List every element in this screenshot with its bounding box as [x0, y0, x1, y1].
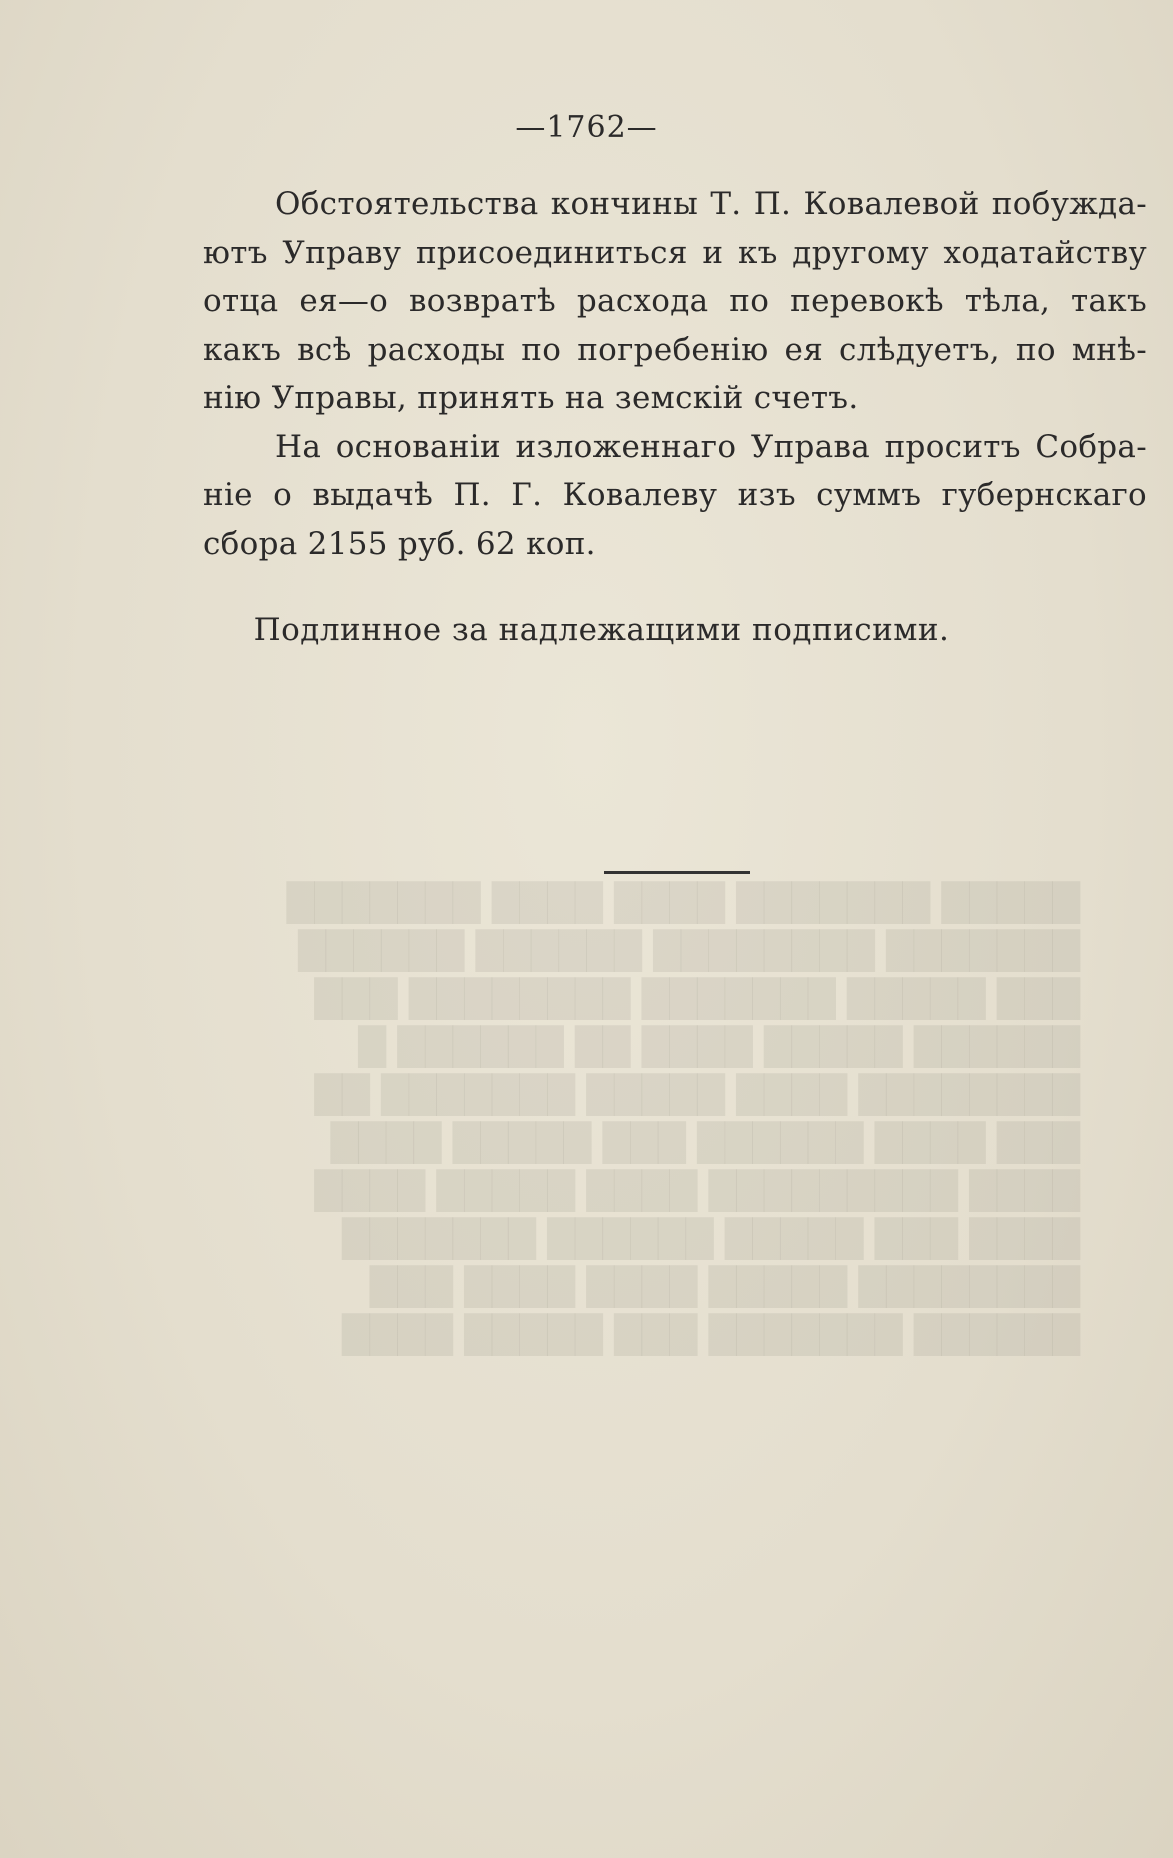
text-line: ніе о выдачѣ П. Г. Ковалеву изъ суммъ губернскаго: [203, 477, 1147, 513]
text-line: какъ всѣ расходы по погребенію ея слѣдуетъ, по мнѣ-: [203, 331, 1147, 368]
text-line: сбора 2155 руб. 62 коп.: [203, 525, 596, 562]
text-line: Обстоятельства кончины Т. П. Ковалевой побужда-: [275, 186, 1147, 222]
page-number: —1762—: [515, 110, 658, 145]
closing-rule: [604, 871, 750, 874]
text-line: ютъ Управу присоединиться и къ другому ходатайству: [203, 234, 1147, 271]
paragraph-2: [203, 423, 1147, 569]
signature-note: Подлинное за надлежащими подписими.: [253, 612, 950, 648]
paragraph-1: [203, 180, 1147, 423]
text-line: На основаніи изложеннаго Управа проситъ Собра-: [275, 428, 1147, 465]
body-text: [203, 180, 1147, 568]
text-line: нію Управы, принять на земскій счетъ.: [203, 380, 859, 416]
text-line: отца ея—о возвратѣ расхода по перевокѣ тѣла, такъ: [203, 283, 1147, 319]
reverse-page-bleed-through: █████ ███████ ████ ████ ███████ ███████ ████████ ██████ ██████ ███ █████ ███████ ████████ ███ ██████ █████ ████ ██ ██████ █ ████████ ████ █████ ███████ ██ ███ ████ ██████ ███ █████ ████ ████ █████████ ████ █████ ████ ████ ███ █████ ██████ ███████ ████████ █████ ████ ████ ███ ██████ ███████ ███ █████ ████: [286, 883, 1080, 1356]
